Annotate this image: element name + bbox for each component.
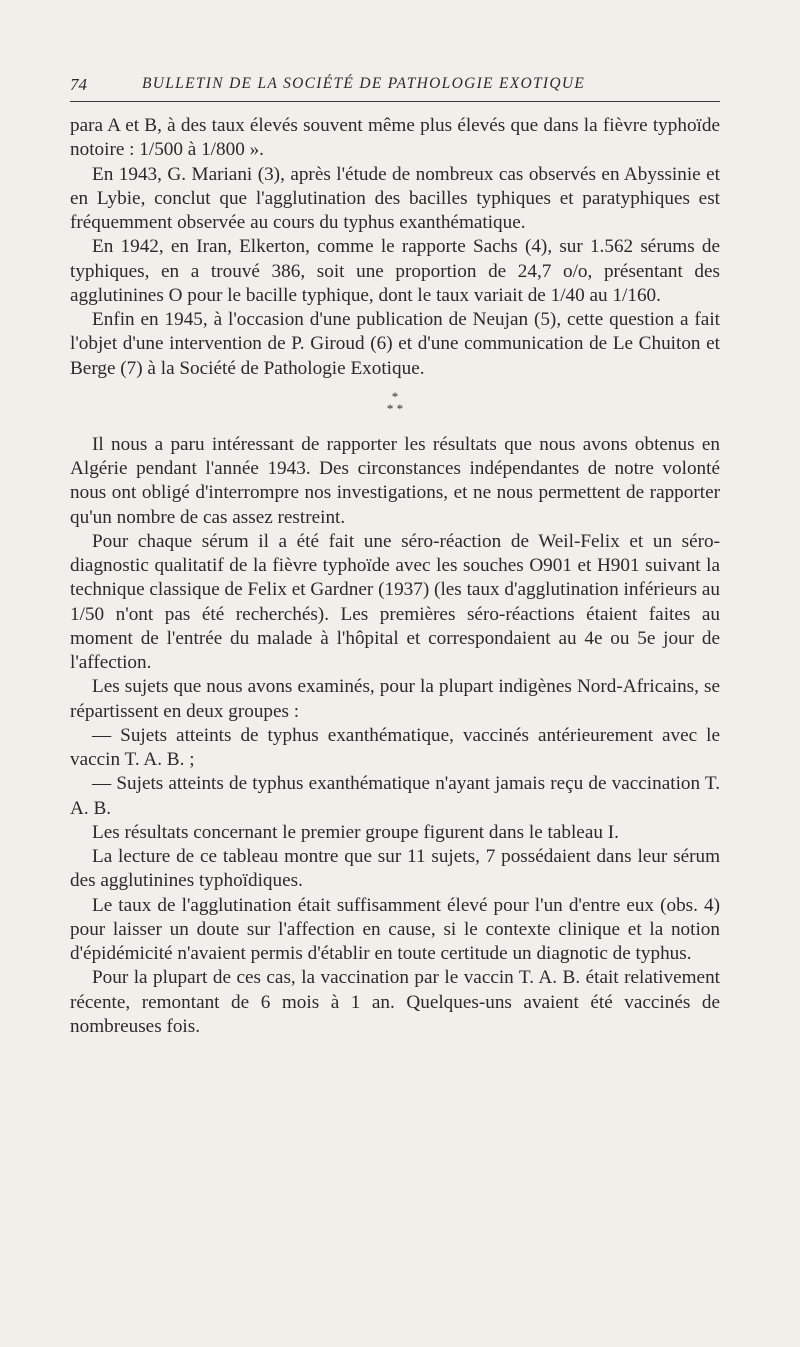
paragraph: Le taux de l'agglutination était suffisamment élevé pour l'un d'entre eux (obs. 4) pour laisser un doute sur l'affection en cause, si le contexte clinique et la notion d'épidémicité n'avaient permis d'établir en toute certitude un diagnotic de typhus. [70,894,720,964]
separator-star-bottom: * * [386,400,404,416]
paragraph: Les résultats concernant le premier groupe figurent dans le tableau I. [92,821,619,843]
paragraph: En 1942, en Iran, Elkerton, comme le rapporte Sachs (4), sur 1.562 sérums de typhiques, en a trouvé 386, soit une proportion de 24,7 o/o, présentant des agglutinines O pour le bacille typhique, dont le taux variait de 1/40 au 1/160. [70,236,720,306]
running-title: BULLETIN DE LA SOCIÉTÉ DE PATHOLOGIE EXOTIQUE [142,75,586,92]
page-number: 74 [70,75,87,94]
paragraph: Pour chaque sérum il a été fait une séro-réaction de Weil-Felix et un séro-diagnostic qualitatif de la fièvre typhoïde avec les souches O901 et H901 suivant la technique classique de Felix et Gardner (1937) (les taux d'agglutination inférieurs au 1/50 n'ont pas été recherchés). Les premières séro-réactions étaient faites au moment de l'entrée du malade à l'hôpital et correspondaient au 4e ou 5e jour de l'affection. [70,530,720,673]
header-rule [70,101,720,102]
list-item: — Sujets atteints de typhus exanthématique n'ayant jamais reçu de vaccination T. A. B. [70,773,720,819]
paragraph: La lecture de ce tableau montre que sur 11 sujets, 7 possédaient dans leur sérum des agglutinines typhoïdiques. [70,846,720,892]
section-separator [70,381,720,433]
paragraph: Pour la plupart de ces cas, la vaccination par le vaccin T. A. B. était relativement récente, remontant de 6 mois à 1 an. Quelques-uns avaient été vaccinés de nombreuses fois. [70,967,720,1037]
paragraph: En 1943, G. Mariani (3), après l'étude de nombreux cas observés en Abyssinie et en Lybie, conclut que l'agglutination des bacilles typhiques et paratyphiques est fréquemment observée au cours du typhus exanthématique. [70,163,720,233]
list-item: — Sujets atteints de typhus exanthématique, vaccinés antérieurement avec le vaccin T. A. B. ; [70,724,720,770]
paragraph: Les sujets que nous avons examinés, pour la plupart indigènes Nord-Africains, se répartissent en deux groupes : [70,676,720,722]
paragraph: para A et B, à des taux élevés souvent même plus élevés que dans la fièvre typhoïde notoire : 1/500 à 1/800 ». [70,115,720,161]
running-header [70,75,720,99]
paragraph: Enfin en 1945, à l'occasion d'une publication de Neujan (5), cette question a fait l'objet d'une intervention de P. Giroud (6) et d'une communication de Le Chuiton et Berge (7) à la Société de Pathologie Exotique. [70,309,720,379]
article-body [70,114,720,1039]
paragraph: Il nous a paru intéressant de rapporter les résultats que nous avons obtenus en Algérie pendant l'année 1943. Des circonstances indépendantes de notre volonté nous ont obligé d'interrompre nos investigations, et ne nous permettent de rapporter qu'un nombre de cas assez restreint. [70,433,720,528]
separator-star-top: * [391,388,399,404]
